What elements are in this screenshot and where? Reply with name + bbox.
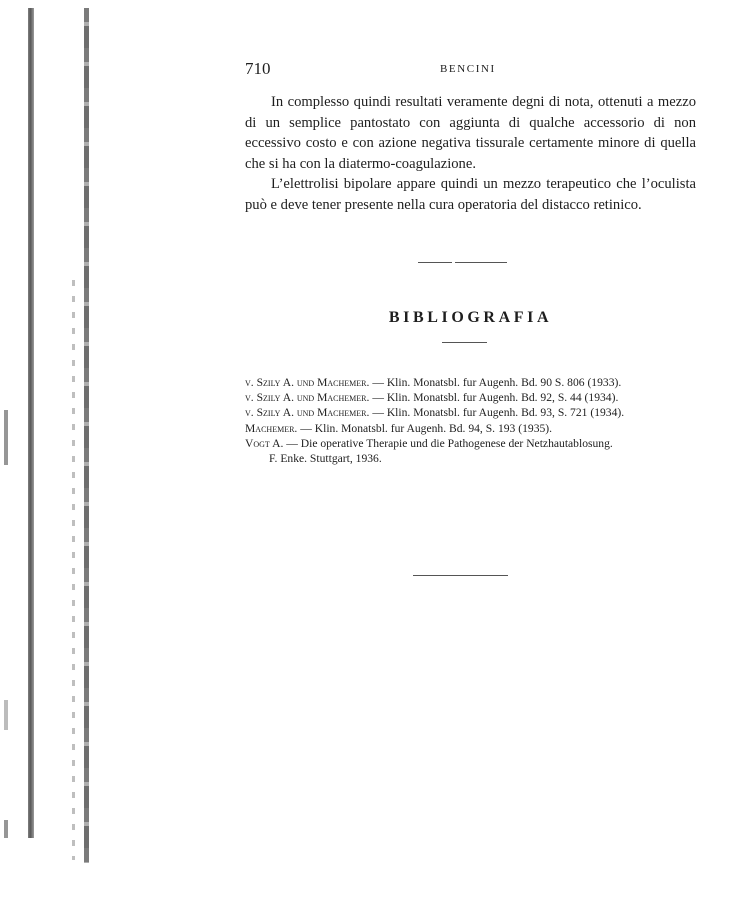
bibliography-entry bbox=[245, 421, 697, 436]
reference-author: v. Szily A. und Machemer. bbox=[245, 376, 370, 389]
bibliography-entry-continuation: F. Enke. Stuttgart, 1936. bbox=[269, 452, 382, 466]
scan-speck bbox=[4, 820, 8, 838]
binding-edge-speckle bbox=[72, 280, 75, 860]
body-text bbox=[245, 92, 696, 215]
reference-citation: — Die operative Therapie und die Pathogenese der Netzhautablosung. bbox=[283, 436, 613, 450]
bibliography-heading: BIBLIOGRAFIA bbox=[388, 309, 553, 326]
reference-citation: — Klin. Monatsbl. fur Augenh. Bd. 93, S. 721 (1934). bbox=[369, 406, 625, 420]
body-paragraph: L’elettrolisi bipolare appare quindi un mezzo terapeutico che l’oculista può e deve tener presente nella cura operatoria del distacco retinico. bbox=[245, 176, 696, 213]
section-divider-right bbox=[455, 262, 507, 263]
reference-author: v. Szily A. und Machemer. bbox=[245, 406, 370, 420]
running-head bbox=[245, 59, 695, 81]
bibliography-entry bbox=[245, 390, 697, 405]
binding-edge-shadow bbox=[28, 8, 34, 838]
binding-edge-stripe bbox=[84, 8, 89, 863]
reference-author: Vogt A. bbox=[245, 436, 284, 450]
bibliography-entry bbox=[245, 375, 697, 390]
reference-author: v. Szily A. und Machemer. bbox=[245, 391, 370, 405]
running-head-title: BENCINI bbox=[440, 63, 496, 75]
body-paragraph: In complesso quindi resultati veramente degni di nota, ottenuti a mezzo di un semplice pantostato con aggiunta di qualche accessorio di non eccessivo costo e con azione negativa tissurale certamente minore di quella che si ha con la diatermo-coagulazione. bbox=[245, 94, 696, 172]
reference-citation: — Klin. Monatsbl. fur Augenh. Bd. 92, S. 44 (1934). bbox=[369, 391, 619, 405]
bibliography-entry bbox=[245, 405, 697, 420]
reference-citation: — Klin. Monatsbl. fur Augenh. Bd. 94, S. 193 (1935). bbox=[297, 421, 553, 435]
bibliography-list bbox=[245, 375, 697, 466]
end-rule bbox=[413, 575, 508, 576]
reference-author: Machemer. bbox=[245, 421, 298, 435]
heading-underline bbox=[442, 342, 487, 343]
page-number: 710 bbox=[245, 59, 271, 78]
bibliography-entry bbox=[245, 436, 697, 451]
scan-speck bbox=[4, 410, 8, 465]
section-divider-left bbox=[418, 262, 452, 263]
scan-speck bbox=[4, 700, 8, 730]
reference-citation: — Klin. Monatsbl. fur Augenh. Bd. 90 S. 806 (1933). bbox=[369, 376, 622, 389]
